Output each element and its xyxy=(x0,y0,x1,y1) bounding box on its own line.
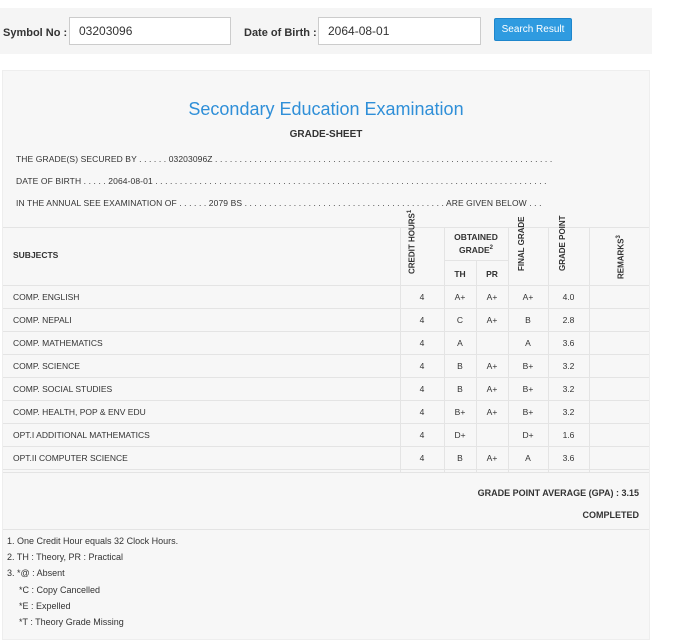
header-th: TH xyxy=(454,269,466,279)
grade-point-cell: 1.6 xyxy=(562,430,575,440)
exam-title: Secondary Education Examination xyxy=(188,99,464,119)
final-grade-cell: A xyxy=(525,453,531,463)
header-grade: GRADE$^2$ xyxy=(458,245,494,255)
subject-cell: COMP. ENGLISH xyxy=(13,292,80,302)
subject-cell: COMP. SOCIAL STUDIES xyxy=(13,384,113,394)
table-row xyxy=(3,309,649,332)
table-top-border xyxy=(3,227,649,228)
note-item: 1. One Credit Hour equals 32 Clock Hours. xyxy=(7,536,179,546)
credit-cell: 4 xyxy=(419,361,425,371)
table-row xyxy=(3,286,649,309)
grade-sheet-subtitle: GRADE-SHEET xyxy=(289,129,363,140)
final-grade-cell: B xyxy=(525,315,531,325)
subject-cell: COMP. HEALTH, POP & ENV EDU xyxy=(13,407,146,417)
th-grade-cell: B xyxy=(457,361,463,371)
grade-point-cell: 3.2 xyxy=(562,384,575,394)
pr-grade-cell: A+ xyxy=(486,453,498,463)
symbol-input[interactable]: 03203096 xyxy=(69,17,231,45)
final-grade-cell: B+ xyxy=(522,384,534,394)
grade-point-cell: 3.6 xyxy=(562,453,575,463)
th-grade-cell: B+ xyxy=(454,407,466,417)
credit-cell: 4 xyxy=(419,384,425,394)
note-item: *T : Theory Grade Missing xyxy=(19,617,124,627)
grade-point-cell: 4.0 xyxy=(562,292,575,302)
pr-grade-cell: A+ xyxy=(486,315,498,325)
grade-point-cell: 3.2 xyxy=(562,361,575,371)
header-grade-point: GRADE POINT xyxy=(558,215,567,271)
final-grade-cell: B+ xyxy=(522,361,534,371)
th-grade-cell: B xyxy=(457,453,463,463)
header-final-grade: FINAL GRADE xyxy=(517,216,526,271)
table-row xyxy=(3,424,649,447)
header-credit-hours: CREDIT HOURS$^1$ xyxy=(407,209,417,274)
credit-cell: 4 xyxy=(419,430,425,440)
credit-cell: 4 xyxy=(419,315,425,325)
final-grade-cell: A+ xyxy=(522,292,534,302)
header-subjects: SUBJECTS xyxy=(13,250,59,260)
table-row xyxy=(3,332,649,355)
notes-divider xyxy=(3,529,649,530)
credit-cell: 4 xyxy=(419,407,425,417)
th-grade-cell: A+ xyxy=(454,292,466,302)
note-item: *E : Expelled xyxy=(19,601,71,611)
dob-label: Date of Birth : xyxy=(244,27,317,39)
note-item: 2. TH : Theory, PR : Practical xyxy=(7,552,124,562)
credit-cell: 4 xyxy=(419,292,425,302)
table-bottom-border xyxy=(3,472,649,473)
row-divider xyxy=(3,469,649,470)
header-pr: PR xyxy=(486,269,498,279)
student-symbol-line: THE GRADE(S) SECURED BY . . . . . . 03203096Z . . . . . . . . . . . . . . . . . . . . . . . . . . . . . . . . . . . . . . . . . . . . . . . . . . . . . . . . . . . . . . . . . . . . . xyxy=(16,154,553,164)
credit-cell: 4 xyxy=(419,453,425,463)
grade-sheet xyxy=(2,70,650,640)
pr-grade-cell: A+ xyxy=(486,384,498,394)
grade-point-cell: 2.8 xyxy=(562,315,575,325)
dob-line: DATE OF BIRTH . . . . . 2064-08-01 . . . . . . . . . . . . . . . . . . . . . . . . . . . . . . . . . . . . . . . . . . . . . . . . . . . . . . . . . . . . . . . . . . . . . . . . . . . . . . . . xyxy=(16,176,547,186)
table-row xyxy=(3,355,649,378)
search-result-button[interactable]: Search Result xyxy=(494,18,572,41)
table-row xyxy=(3,447,649,470)
th-grade-cell: D+ xyxy=(454,430,466,440)
th-grade-cell: C xyxy=(456,315,464,325)
grade-point-cell: 3.6 xyxy=(562,338,575,348)
grade-split-line xyxy=(444,260,508,261)
final-grade-cell: D+ xyxy=(522,430,534,440)
header-remarks: REMARKS$^3$ xyxy=(616,235,626,279)
pr-grade-cell: A+ xyxy=(486,292,498,302)
symbol-label: Symbol No : xyxy=(3,27,68,39)
table-row xyxy=(3,378,649,401)
th-grade-cell: A xyxy=(457,338,463,348)
dob-input[interactable]: 2064-08-01 xyxy=(318,17,481,45)
final-grade-cell: A xyxy=(525,338,531,348)
exam-line: IN THE ANNUAL SEE EXAMINATION OF . . . . . . 2079 BS . . . . . . . . . . . . . . . . . . . . . . . . . . . . . . . . . . . . . . . . . ARE GIVEN BELOW . . . xyxy=(16,198,542,208)
note-item: 3. *@ : Absent xyxy=(7,568,65,578)
th-grade-cell: B xyxy=(457,384,463,394)
grade-point-cell: 3.2 xyxy=(562,407,575,417)
subject-cell: COMP. NEPALI xyxy=(13,315,72,325)
pr-grade-cell: A+ xyxy=(486,361,498,371)
subject-cell: OPT.II COMPUTER SCIENCE xyxy=(13,453,128,463)
subject-cell: OPT.I ADDITIONAL MATHEMATICS xyxy=(13,430,150,440)
pr-grade-cell: A+ xyxy=(486,407,498,417)
result-status: COMPLETED xyxy=(582,510,639,520)
final-grade-cell: B+ xyxy=(522,407,534,417)
credit-cell: 4 xyxy=(419,338,425,348)
table-row xyxy=(3,401,649,424)
header-obtained: OBTAINED xyxy=(454,232,498,242)
gpa-value: GRADE POINT AVERAGE (GPA) : 3.15 xyxy=(477,488,639,498)
subject-cell: COMP. SCIENCE xyxy=(13,361,80,371)
note-item: *C : Copy Cancelled xyxy=(19,585,101,595)
subject-cell: COMP. MATHEMATICS xyxy=(13,338,103,348)
